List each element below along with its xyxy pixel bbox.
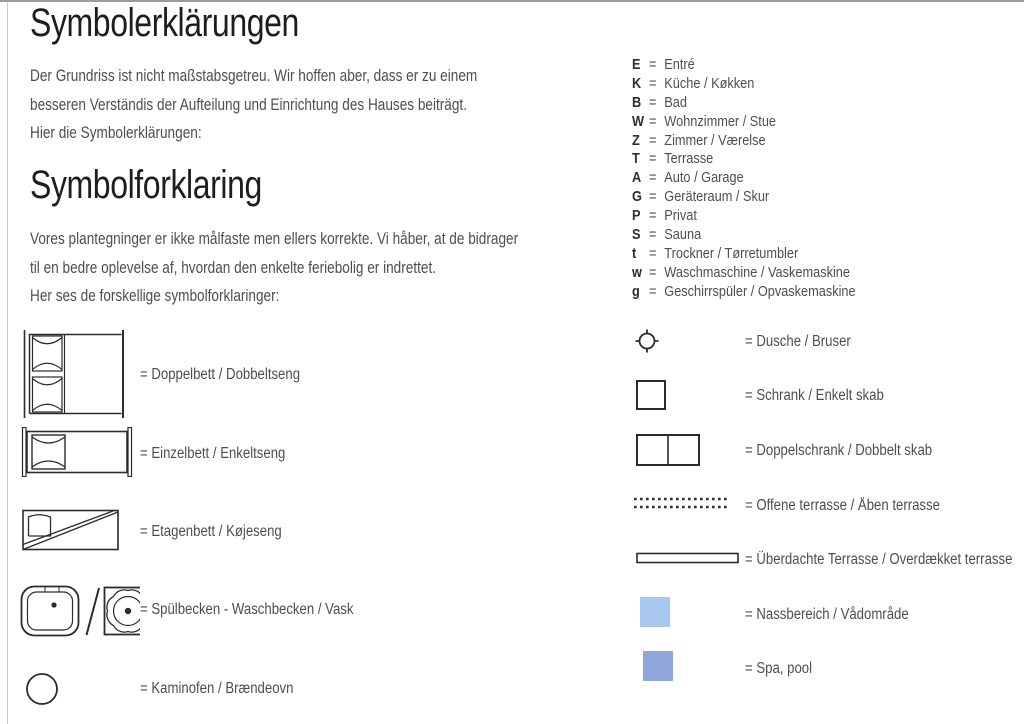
legend-letter: G xyxy=(632,188,642,206)
intro-dk-line: til en bedre oplevelse af, hvordan den enkelte feriebolig er indrettet. xyxy=(30,257,436,277)
equals-sign: = xyxy=(649,244,657,262)
sink-washbasin-label: = Spülbecken - Waschbecken / Vask xyxy=(140,601,354,618)
legend-label: Waschmaschine / Vaskemaskine xyxy=(664,263,850,281)
spa-pool-label: = Spa, pool xyxy=(745,660,813,677)
bunk-bed-label: = Etagenbett / Køjeseng xyxy=(140,523,282,540)
legend-row-geschirrspueler xyxy=(632,282,856,301)
covered-terrace-label: = Überdachte Terrasse / Overdækket terrasse xyxy=(745,551,1013,568)
legend-row-auto xyxy=(632,168,856,187)
intro-dk-line: Vores plantegninger er ikke målfaste men ellers korrekte. Vi håber, at de bidrager xyxy=(30,229,519,248)
legend-row-entre xyxy=(632,55,856,74)
spa-pool-icon xyxy=(643,651,673,681)
room-code-legend xyxy=(632,55,856,301)
legend-row-terrasse xyxy=(632,149,856,168)
wood-stove-label: = Kaminofen / Brændeovn xyxy=(140,680,294,697)
legend-label: Küche / Køkken xyxy=(664,74,755,92)
open-terrace-icon xyxy=(633,496,731,510)
sink-washbasin-icon xyxy=(20,584,140,638)
double-closet-label: = Doppelschrank / Dobbelt skab xyxy=(745,442,933,459)
intro-paragraph-german xyxy=(30,62,477,148)
legend-letter: Z xyxy=(632,131,640,149)
legend-label: Privat xyxy=(664,207,697,225)
legend-letter: w xyxy=(632,263,642,281)
single-closet-icon xyxy=(636,380,666,410)
legend-label: Trockner / Tørretumbler xyxy=(664,244,799,262)
equals-sign: = xyxy=(649,55,657,73)
legend-row-kueche xyxy=(632,74,856,93)
equals-sign: = xyxy=(649,169,657,187)
single-closet-label: = Schrank / Enkelt skab xyxy=(745,387,884,404)
page-title-german: Symbolerklärungen xyxy=(30,1,299,45)
legend-row-privat xyxy=(632,206,856,225)
open-terrace-label: = Offene terrasse / Åben terrasse xyxy=(745,497,940,514)
legend-label: Auto / Garage xyxy=(664,169,744,187)
legend-row-waschmaschine xyxy=(632,263,856,282)
equals-sign: = xyxy=(649,207,657,225)
equals-sign: = xyxy=(649,263,657,281)
legend-label: Geschirrspüler / Opvaskemaskine xyxy=(664,282,856,300)
intro-paragraph-danish xyxy=(30,225,518,311)
legend-label: Bad xyxy=(664,93,687,111)
equals-sign: = xyxy=(649,188,657,206)
equals-sign: = xyxy=(649,93,657,111)
legend-letter: P xyxy=(632,207,641,225)
legend-letter: S xyxy=(632,225,641,243)
equals-sign: = xyxy=(649,225,657,243)
wet-area-label: = Nassbereich / Vådområde xyxy=(745,606,909,623)
wet-area-icon xyxy=(640,597,670,627)
single-bed-label: = Einzelbett / Enkeltseng xyxy=(140,445,286,462)
legend-label: Sauna xyxy=(664,225,702,243)
intro-dk-line: Her ses de forskellige symbolforklaringer: xyxy=(30,286,280,305)
legend-label: Entré xyxy=(664,55,695,73)
shower-icon xyxy=(634,328,660,354)
legend-label: Terrasse xyxy=(664,150,714,168)
legend-letter: W xyxy=(632,112,645,130)
legend-letter: g xyxy=(632,282,640,300)
legend-row-wohnzimmer xyxy=(632,112,856,131)
legend-row-trockner xyxy=(632,244,856,263)
double-bed-icon xyxy=(22,330,128,418)
legend-row-sauna xyxy=(632,225,856,244)
legend-label: Geräteraum / Skur xyxy=(664,188,770,206)
legend-letter: T xyxy=(632,150,640,168)
legend-letter: E xyxy=(632,55,641,73)
legend-letter: B xyxy=(632,93,642,111)
double-closet-icon xyxy=(636,434,700,466)
wood-stove-icon xyxy=(25,672,59,706)
legend-label: Zimmer / Værelse xyxy=(664,131,766,149)
bunk-bed-icon xyxy=(21,508,121,553)
page-title-danish: Symbolforklaring xyxy=(30,163,262,207)
single-bed-icon xyxy=(21,427,133,477)
legend-letter: K xyxy=(632,74,642,92)
legend-row-zimmer xyxy=(632,131,856,150)
intro-de-line: besseren Verständis der Aufteilung und Einrichtung des Hauses beiträgt. xyxy=(30,94,467,114)
equals-sign: = xyxy=(649,74,657,92)
legend-letter: A xyxy=(632,169,642,187)
left-divider xyxy=(7,2,8,724)
equals-sign: = xyxy=(649,282,657,300)
shower-label: = Dusche / Bruser xyxy=(745,333,851,350)
equals-sign: = xyxy=(649,150,657,168)
intro-de-line: Der Grundriss ist nicht maßstabsgetreu. Wir hoffen aber, dass er zu einem xyxy=(30,66,478,85)
equals-sign: = xyxy=(649,131,657,149)
legend-label: Wohnzimmer / Stue xyxy=(664,112,777,130)
legend-letter: t xyxy=(632,244,637,262)
legend-row-bad xyxy=(632,93,856,112)
double-bed-label: = Doppelbett / Dobbeltseng xyxy=(140,366,301,383)
covered-terrace-icon xyxy=(636,552,740,564)
legend-row-geraeteraum xyxy=(632,187,856,206)
intro-de-line: Hier die Symbolerklärungen: xyxy=(30,123,202,142)
equals-sign: = xyxy=(649,112,657,130)
